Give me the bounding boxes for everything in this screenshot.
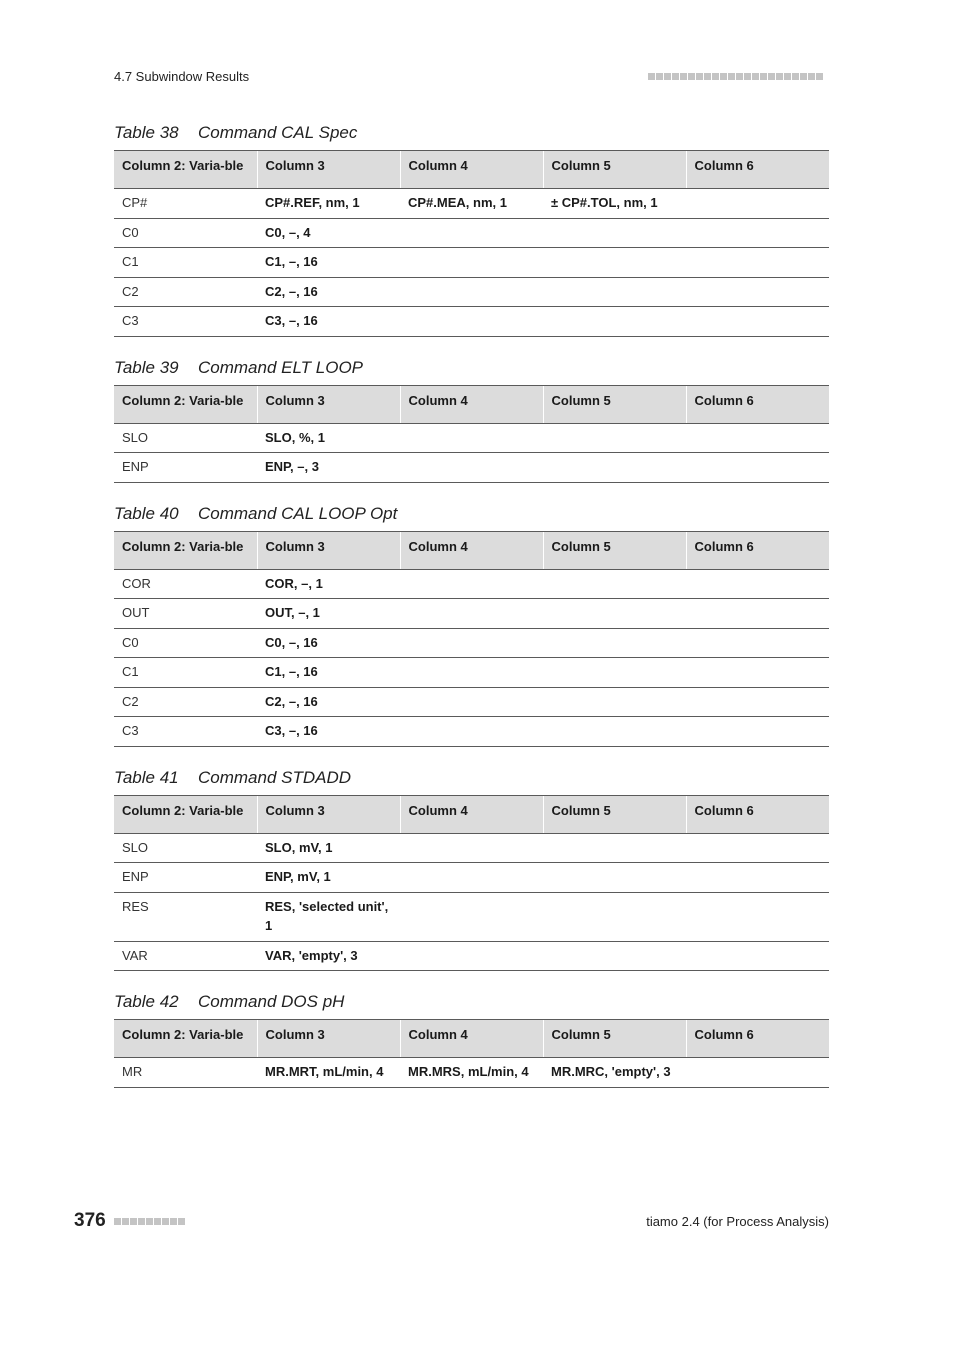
decoration-square bbox=[736, 73, 743, 80]
value-cell bbox=[543, 863, 686, 893]
decoration-square bbox=[130, 1218, 137, 1225]
value-cell bbox=[686, 628, 829, 658]
table-number: Table 42 bbox=[114, 992, 179, 1011]
variable-cell: C0 bbox=[114, 628, 257, 658]
column-header: Column 3 bbox=[257, 151, 400, 189]
value-cell bbox=[400, 453, 543, 483]
column-header: Column 4 bbox=[400, 151, 543, 189]
value-cell: OUT, –, 1 bbox=[257, 599, 400, 629]
value-cell bbox=[686, 1058, 829, 1088]
variable-cell: C1 bbox=[114, 658, 257, 688]
value-cell bbox=[686, 423, 829, 453]
decoration-square bbox=[728, 73, 735, 80]
table-row bbox=[114, 307, 829, 337]
value-cell bbox=[686, 307, 829, 337]
decoration-square bbox=[154, 1218, 161, 1225]
variable-cell: C3 bbox=[114, 717, 257, 747]
value-cell bbox=[543, 423, 686, 453]
value-cell bbox=[543, 277, 686, 307]
value-cell bbox=[686, 277, 829, 307]
value-cell: ± CP#.TOL, nm, 1 bbox=[543, 189, 686, 219]
table-title: Command CAL Spec bbox=[198, 123, 358, 142]
value-cell: ENP, mV, 1 bbox=[257, 863, 400, 893]
table-row bbox=[114, 277, 829, 307]
table-row bbox=[114, 628, 829, 658]
value-cell: VAR, 'empty', 3 bbox=[257, 941, 400, 971]
column-header: Column 2: Varia-ble bbox=[114, 385, 257, 423]
table-caption bbox=[114, 501, 829, 531]
column-header: Column 3 bbox=[257, 795, 400, 833]
value-cell: ENP, –, 3 bbox=[257, 453, 400, 483]
value-cell bbox=[686, 833, 829, 863]
value-cell bbox=[543, 307, 686, 337]
value-cell: MR.MRC, 'empty', 3 bbox=[543, 1058, 686, 1088]
value-cell bbox=[686, 658, 829, 688]
decoration-square bbox=[696, 73, 703, 80]
value-cell: MR.MRT, mL/min, 4 bbox=[257, 1058, 400, 1088]
value-cell bbox=[400, 941, 543, 971]
decoration-square bbox=[816, 73, 823, 80]
decoration-square bbox=[784, 73, 791, 80]
data-table bbox=[114, 385, 829, 483]
decoration-square bbox=[146, 1218, 153, 1225]
variable-cell: MR bbox=[114, 1058, 257, 1088]
value-cell bbox=[686, 863, 829, 893]
column-header: Column 2: Varia-ble bbox=[114, 151, 257, 189]
decoration-square bbox=[648, 73, 655, 80]
value-cell bbox=[686, 941, 829, 971]
column-header: Column 5 bbox=[543, 531, 686, 569]
data-table bbox=[114, 1019, 829, 1088]
column-header: Column 6 bbox=[686, 1020, 829, 1058]
value-cell bbox=[686, 248, 829, 278]
table-title: Command CAL LOOP Opt bbox=[198, 503, 398, 523]
running-header-section: 4.7 Subwindow Results bbox=[114, 69, 250, 84]
value-cell bbox=[400, 248, 543, 278]
header-decoration bbox=[648, 73, 823, 81]
table-row bbox=[114, 599, 829, 629]
value-cell bbox=[543, 717, 686, 747]
table-number: Table 41 bbox=[114, 767, 179, 787]
value-cell: COR, –, 1 bbox=[257, 569, 400, 599]
decoration-square bbox=[712, 73, 719, 80]
table-caption bbox=[114, 765, 829, 795]
variable-cell: C3 bbox=[114, 307, 257, 337]
value-cell bbox=[400, 307, 543, 337]
table-title: Command STDADD bbox=[198, 767, 352, 787]
column-header: Column 6 bbox=[686, 795, 829, 833]
table-row bbox=[114, 941, 829, 971]
variable-cell: C0 bbox=[114, 218, 257, 248]
variable-cell: C2 bbox=[114, 687, 257, 717]
value-cell bbox=[686, 717, 829, 747]
column-header: Column 2: Varia-ble bbox=[114, 795, 257, 833]
table-row bbox=[114, 248, 829, 278]
decoration-square bbox=[656, 73, 663, 80]
table-row bbox=[114, 658, 829, 688]
decoration-square bbox=[800, 73, 807, 80]
data-table bbox=[114, 795, 829, 972]
decoration-square bbox=[114, 1218, 121, 1225]
value-cell bbox=[543, 892, 686, 941]
variable-cell: COR bbox=[114, 569, 257, 599]
value-cell bbox=[400, 599, 543, 629]
decoration-square bbox=[672, 73, 679, 80]
variable-cell: SLO bbox=[114, 833, 257, 863]
value-cell bbox=[400, 658, 543, 688]
footer-decoration bbox=[114, 1218, 185, 1225]
value-cell bbox=[686, 569, 829, 599]
variable-cell: ENP bbox=[114, 453, 257, 483]
page-content bbox=[114, 120, 829, 1106]
running-footer-product: tiamo 2.4 (for Process Analysis) bbox=[646, 1214, 829, 1229]
decoration-square bbox=[720, 73, 727, 80]
value-cell bbox=[543, 218, 686, 248]
value-cell: C2, –, 16 bbox=[257, 687, 400, 717]
table-caption bbox=[114, 120, 829, 150]
value-cell bbox=[543, 941, 686, 971]
value-cell bbox=[686, 892, 829, 941]
variable-cell: C1 bbox=[114, 248, 257, 278]
value-cell bbox=[543, 599, 686, 629]
column-header: Column 4 bbox=[400, 1020, 543, 1058]
value-cell: C1, –, 16 bbox=[257, 658, 400, 688]
value-cell: CP#.REF, nm, 1 bbox=[257, 189, 400, 219]
column-header: Column 6 bbox=[686, 151, 829, 189]
value-cell bbox=[400, 218, 543, 248]
decoration-square bbox=[680, 73, 687, 80]
column-header: Column 6 bbox=[686, 385, 829, 423]
decoration-square bbox=[688, 73, 695, 80]
table-title: Command ELT LOOP bbox=[198, 357, 364, 377]
decoration-square bbox=[664, 73, 671, 80]
column-header: Column 3 bbox=[257, 1020, 400, 1058]
value-cell bbox=[400, 833, 543, 863]
table-title: Command DOS pH bbox=[198, 992, 345, 1011]
column-header: Column 4 bbox=[400, 385, 543, 423]
table-caption bbox=[114, 355, 829, 385]
value-cell bbox=[686, 687, 829, 717]
table-row bbox=[114, 453, 829, 483]
decoration-square bbox=[768, 73, 775, 80]
value-cell bbox=[400, 277, 543, 307]
table-row bbox=[114, 687, 829, 717]
value-cell: SLO, mV, 1 bbox=[257, 833, 400, 863]
table-row bbox=[114, 833, 829, 863]
value-cell bbox=[686, 599, 829, 629]
value-cell: C0, –, 4 bbox=[257, 218, 400, 248]
column-header: Column 5 bbox=[543, 385, 686, 423]
column-header: Column 2: Varia-ble bbox=[114, 1020, 257, 1058]
table-row bbox=[114, 863, 829, 893]
table-row bbox=[114, 189, 829, 219]
variable-cell: SLO bbox=[114, 423, 257, 453]
page-number: 376 bbox=[74, 1210, 106, 1231]
value-cell: C2, –, 16 bbox=[257, 277, 400, 307]
variable-cell: C2 bbox=[114, 277, 257, 307]
table-caption bbox=[114, 989, 829, 1019]
value-cell bbox=[543, 687, 686, 717]
value-cell bbox=[686, 189, 829, 219]
column-header: Column 6 bbox=[686, 531, 829, 569]
decoration-square bbox=[170, 1218, 177, 1225]
value-cell: C3, –, 16 bbox=[257, 717, 400, 747]
value-cell bbox=[400, 628, 543, 658]
value-cell bbox=[543, 658, 686, 688]
column-header: Column 4 bbox=[400, 795, 543, 833]
variable-cell: RES bbox=[114, 892, 257, 941]
value-cell: RES, 'selected unit', 1 bbox=[257, 892, 400, 941]
value-cell bbox=[543, 833, 686, 863]
value-cell bbox=[543, 569, 686, 599]
table-row bbox=[114, 892, 829, 941]
table-row bbox=[114, 423, 829, 453]
decoration-square bbox=[162, 1218, 169, 1225]
value-cell bbox=[543, 628, 686, 658]
column-header: Column 2: Varia-ble bbox=[114, 531, 257, 569]
decoration-square bbox=[138, 1218, 145, 1225]
variable-cell: OUT bbox=[114, 599, 257, 629]
value-cell bbox=[400, 717, 543, 747]
variable-cell: VAR bbox=[114, 941, 257, 971]
decoration-square bbox=[122, 1218, 129, 1225]
value-cell: SLO, %, 1 bbox=[257, 423, 400, 453]
value-cell: C0, –, 16 bbox=[257, 628, 400, 658]
table-row bbox=[114, 717, 829, 747]
decoration-square bbox=[744, 73, 751, 80]
value-cell bbox=[400, 863, 543, 893]
column-header: Column 5 bbox=[543, 1020, 686, 1058]
data-table bbox=[114, 531, 829, 747]
table-number: Table 38 bbox=[114, 123, 179, 142]
value-cell bbox=[543, 248, 686, 278]
column-header: Column 4 bbox=[400, 531, 543, 569]
table-number: Table 39 bbox=[114, 357, 179, 377]
variable-cell: CP# bbox=[114, 189, 257, 219]
column-header: Column 5 bbox=[543, 795, 686, 833]
variable-cell: ENP bbox=[114, 863, 257, 893]
table-row bbox=[114, 218, 829, 248]
decoration-square bbox=[178, 1218, 185, 1225]
table-row bbox=[114, 569, 829, 599]
value-cell bbox=[400, 423, 543, 453]
value-cell bbox=[400, 569, 543, 599]
decoration-square bbox=[752, 73, 759, 80]
value-cell: CP#.MEA, nm, 1 bbox=[400, 189, 543, 219]
column-header: Column 5 bbox=[543, 151, 686, 189]
value-cell bbox=[400, 687, 543, 717]
value-cell bbox=[400, 892, 543, 941]
decoration-square bbox=[776, 73, 783, 80]
decoration-square bbox=[808, 73, 815, 80]
value-cell: MR.MRS, mL/min, 4 bbox=[400, 1058, 543, 1088]
decoration-square bbox=[760, 73, 767, 80]
decoration-square bbox=[792, 73, 799, 80]
column-header: Column 3 bbox=[257, 385, 400, 423]
column-header: Column 3 bbox=[257, 531, 400, 569]
table-row bbox=[114, 1058, 829, 1088]
value-cell: C3, –, 16 bbox=[257, 307, 400, 337]
value-cell: C1, –, 16 bbox=[257, 248, 400, 278]
value-cell bbox=[686, 453, 829, 483]
table-number: Table 40 bbox=[114, 503, 179, 523]
value-cell bbox=[686, 218, 829, 248]
data-table bbox=[114, 150, 829, 337]
decoration-square bbox=[704, 73, 711, 80]
value-cell bbox=[543, 453, 686, 483]
